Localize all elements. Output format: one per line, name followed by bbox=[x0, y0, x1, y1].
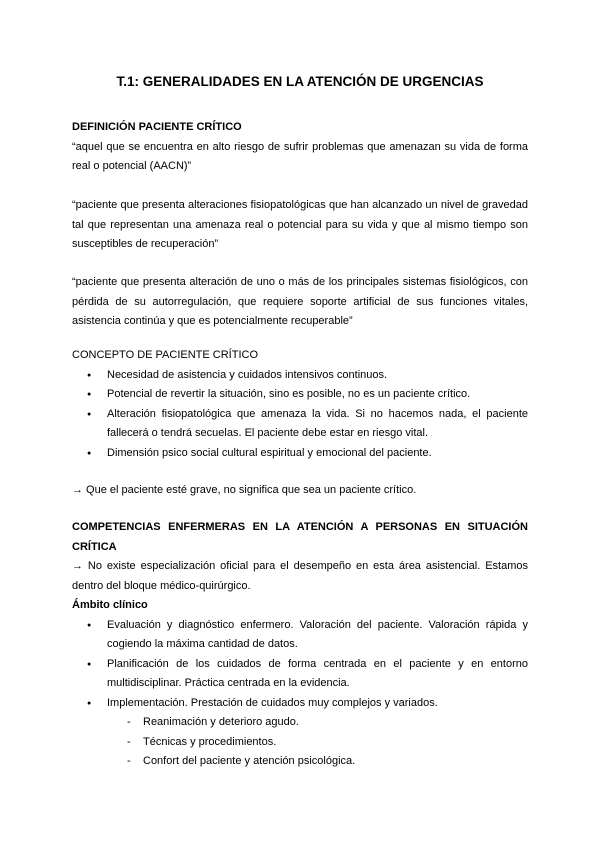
concepto-section bbox=[72, 346, 528, 463]
definicion-quote-3: “paciente que presenta alteración de uno o más de los principales sistemas fisiológicos, con pérdida de su autorregulación, que requiere soporte artificial de sus funciones vitales, asistencia continúa y que es potencialmente recuperable” bbox=[72, 276, 528, 327]
list-item: ● Potencial de revertir la situación, sino es posible, no es un paciente crítico. bbox=[72, 385, 528, 405]
sublist-item: - Técnicas y procedimientos. bbox=[72, 733, 528, 753]
concepto-note: → Que el paciente esté grave, no significa que sea un paciente crítico. bbox=[72, 484, 417, 496]
list-item: ● Implementación. Prestación de cuidados muy complejos y variados. bbox=[72, 694, 528, 714]
ambito-clinico-heading: Ámbito clínico bbox=[72, 599, 148, 611]
definicion-heading: DEFINICIÓN PACIENTE CRÍTICO bbox=[72, 121, 242, 133]
definicion-quote-2-block bbox=[72, 196, 528, 255]
competencias-section bbox=[72, 518, 528, 772]
list-item: ● Planificación de los cuidados de forma centrada en el paciente y en entorno multidisciplinar. Práctica centrada en la evidencia. bbox=[72, 655, 528, 694]
list-item: ● Dimensión psico social cultural espiritual y emocional del paciente. bbox=[72, 444, 528, 464]
concepto-heading: CONCEPTO DE PACIENTE CRÍTICO bbox=[72, 349, 259, 361]
definicion-quote-3-block bbox=[72, 273, 528, 332]
sublist-item: - Confort del paciente y atención psicológica. bbox=[72, 752, 528, 772]
definicion-quote-2: “paciente que presenta alteraciones fisiopatológicas que han alcanzado un nivel de gravedad tal que representan una amenaza real o potencial para su vida y que al mismo tiempo son susceptibles de recuperación” bbox=[72, 199, 528, 250]
list-item: ● Evaluación y diagnóstico enfermero. Valoración del paciente. Valoración rápida y cogiendo la máxima cantidad de datos. bbox=[72, 616, 528, 655]
concepto-note-block bbox=[72, 481, 528, 501]
competencias-note: → No existe especialización oficial para el desempeño en esta área asistencial. Estamos dentro del bloque médico-quirúrgico. bbox=[72, 560, 528, 592]
implementacion-sublist bbox=[72, 713, 528, 772]
list-item: ● Alteración fisiopatológica que amenaza la vida. Si no hacemos nada, el paciente fallecerá o tendrá secuelas. El paciente debe estar en riesgo vital. bbox=[72, 405, 528, 444]
definicion-section bbox=[72, 118, 528, 177]
list-item: ● Necesidad de asistencia y cuidados intensivos continuos. bbox=[72, 366, 528, 386]
concepto-list bbox=[72, 366, 528, 464]
sublist-item: - Reanimación y deterioro agudo. bbox=[72, 713, 528, 733]
page-title: T.1: GENERALIDADES EN LA ATENCIÓN DE URGENCIAS bbox=[116, 74, 484, 89]
competencias-heading: COMPETENCIAS ENFERMERAS EN LA ATENCIÓN A PERSONAS EN SITUACIÓN CRÍTICA bbox=[72, 521, 528, 553]
definicion-quote-1: “aquel que se encuentra en alto riesgo de sufrir problemas que amenazan su vida de forma real o potencial (AACN)” bbox=[72, 140, 528, 172]
competencias-list bbox=[72, 616, 528, 714]
